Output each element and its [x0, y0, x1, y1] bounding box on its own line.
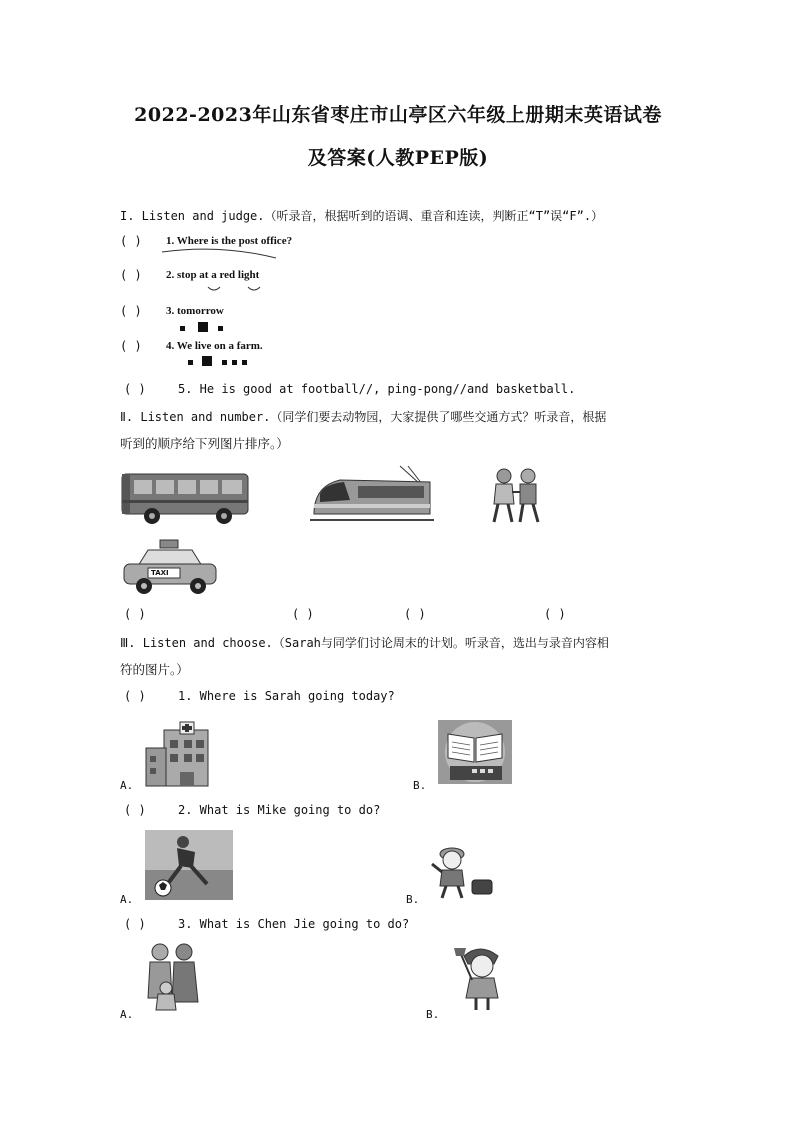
section2-heading: Ⅱ. Listen and number.（同学们要去动物园，大家提供了哪些交通方式？听录音，根据 — [120, 410, 607, 424]
hospital-image — [144, 720, 218, 788]
section3-heading: Ⅲ. Listen and choose.（Sarah与同学们讨论周末的计划。听录音，选出与录音内容相 — [120, 636, 609, 650]
traveler-boy-image — [426, 844, 496, 900]
option-a-label: A. — [120, 1008, 134, 1021]
answer-blank[interactable]: ( ) — [124, 382, 146, 396]
answer-blank[interactable]: ( ) — [120, 268, 142, 282]
girl-cleaning-image — [454, 946, 508, 1014]
question-text: 3. tomorrow — [166, 305, 224, 317]
option-b-label: B. — [426, 1008, 440, 1021]
train-image — [310, 464, 434, 526]
answer-blank[interactable]: ( ) — [292, 607, 314, 621]
option-a-label: A. — [120, 893, 134, 906]
section1-heading: I. Listen and judge.（听录音，根据听到的语调、重音和连读，判断正“T”误“F”.） — [120, 209, 604, 223]
option-a-label: A. — [120, 779, 134, 792]
option-b-label: B. — [406, 893, 420, 906]
page-subtitle: 及答案(人教PEP版) — [307, 147, 489, 169]
walking-children-image — [488, 466, 544, 528]
family-image — [144, 942, 202, 1016]
question-text: 2. stop at a red light — [166, 269, 260, 281]
answer-blank[interactable]: ( ) — [124, 803, 146, 817]
question-text: 1. Where is the post office? — [166, 235, 293, 247]
section2-heading-line2: 听到的顺序给下列图片排序。） — [120, 436, 289, 451]
answer-blank[interactable]: ( ) — [544, 607, 566, 621]
question-text: 3. What is Chen Jie going to do? — [178, 917, 410, 931]
taxi-label: TAXI — [151, 569, 169, 577]
question-text: 5. He is good at football//, ping-pong//and basketball. — [178, 382, 576, 396]
answer-blank[interactable]: ( ) — [404, 607, 426, 621]
library-image — [438, 720, 512, 784]
answer-blank[interactable]: ( ) — [120, 304, 142, 318]
answer-blank[interactable]: ( ) — [124, 689, 146, 703]
stress-marks-icon — [186, 354, 256, 368]
taxi-image — [120, 538, 220, 596]
question-text: 2. What is Mike going to do? — [178, 803, 381, 817]
answer-blank[interactable]: ( ) — [124, 607, 146, 621]
answer-blank[interactable]: ( ) — [120, 234, 142, 248]
liaison-marks-icon — [205, 284, 265, 294]
intonation-curve-icon — [160, 246, 280, 262]
option-b-label: B. — [413, 779, 427, 792]
soccer-player-image — [145, 830, 233, 900]
bus-image — [120, 470, 252, 526]
question-text: 4. We live on a farm. — [166, 340, 263, 352]
question-text: 1. Where is Sarah going today? — [178, 689, 395, 703]
page-title: 2022-2023年山东省枣庄市山亭区六年级上册期末英语试卷 — [134, 104, 662, 126]
stress-marks-icon — [178, 320, 228, 334]
answer-blank[interactable]: ( ) — [124, 917, 146, 931]
answer-blank[interactable]: ( ) — [120, 339, 142, 353]
section3-heading-line2: 符的图片。） — [120, 662, 189, 677]
